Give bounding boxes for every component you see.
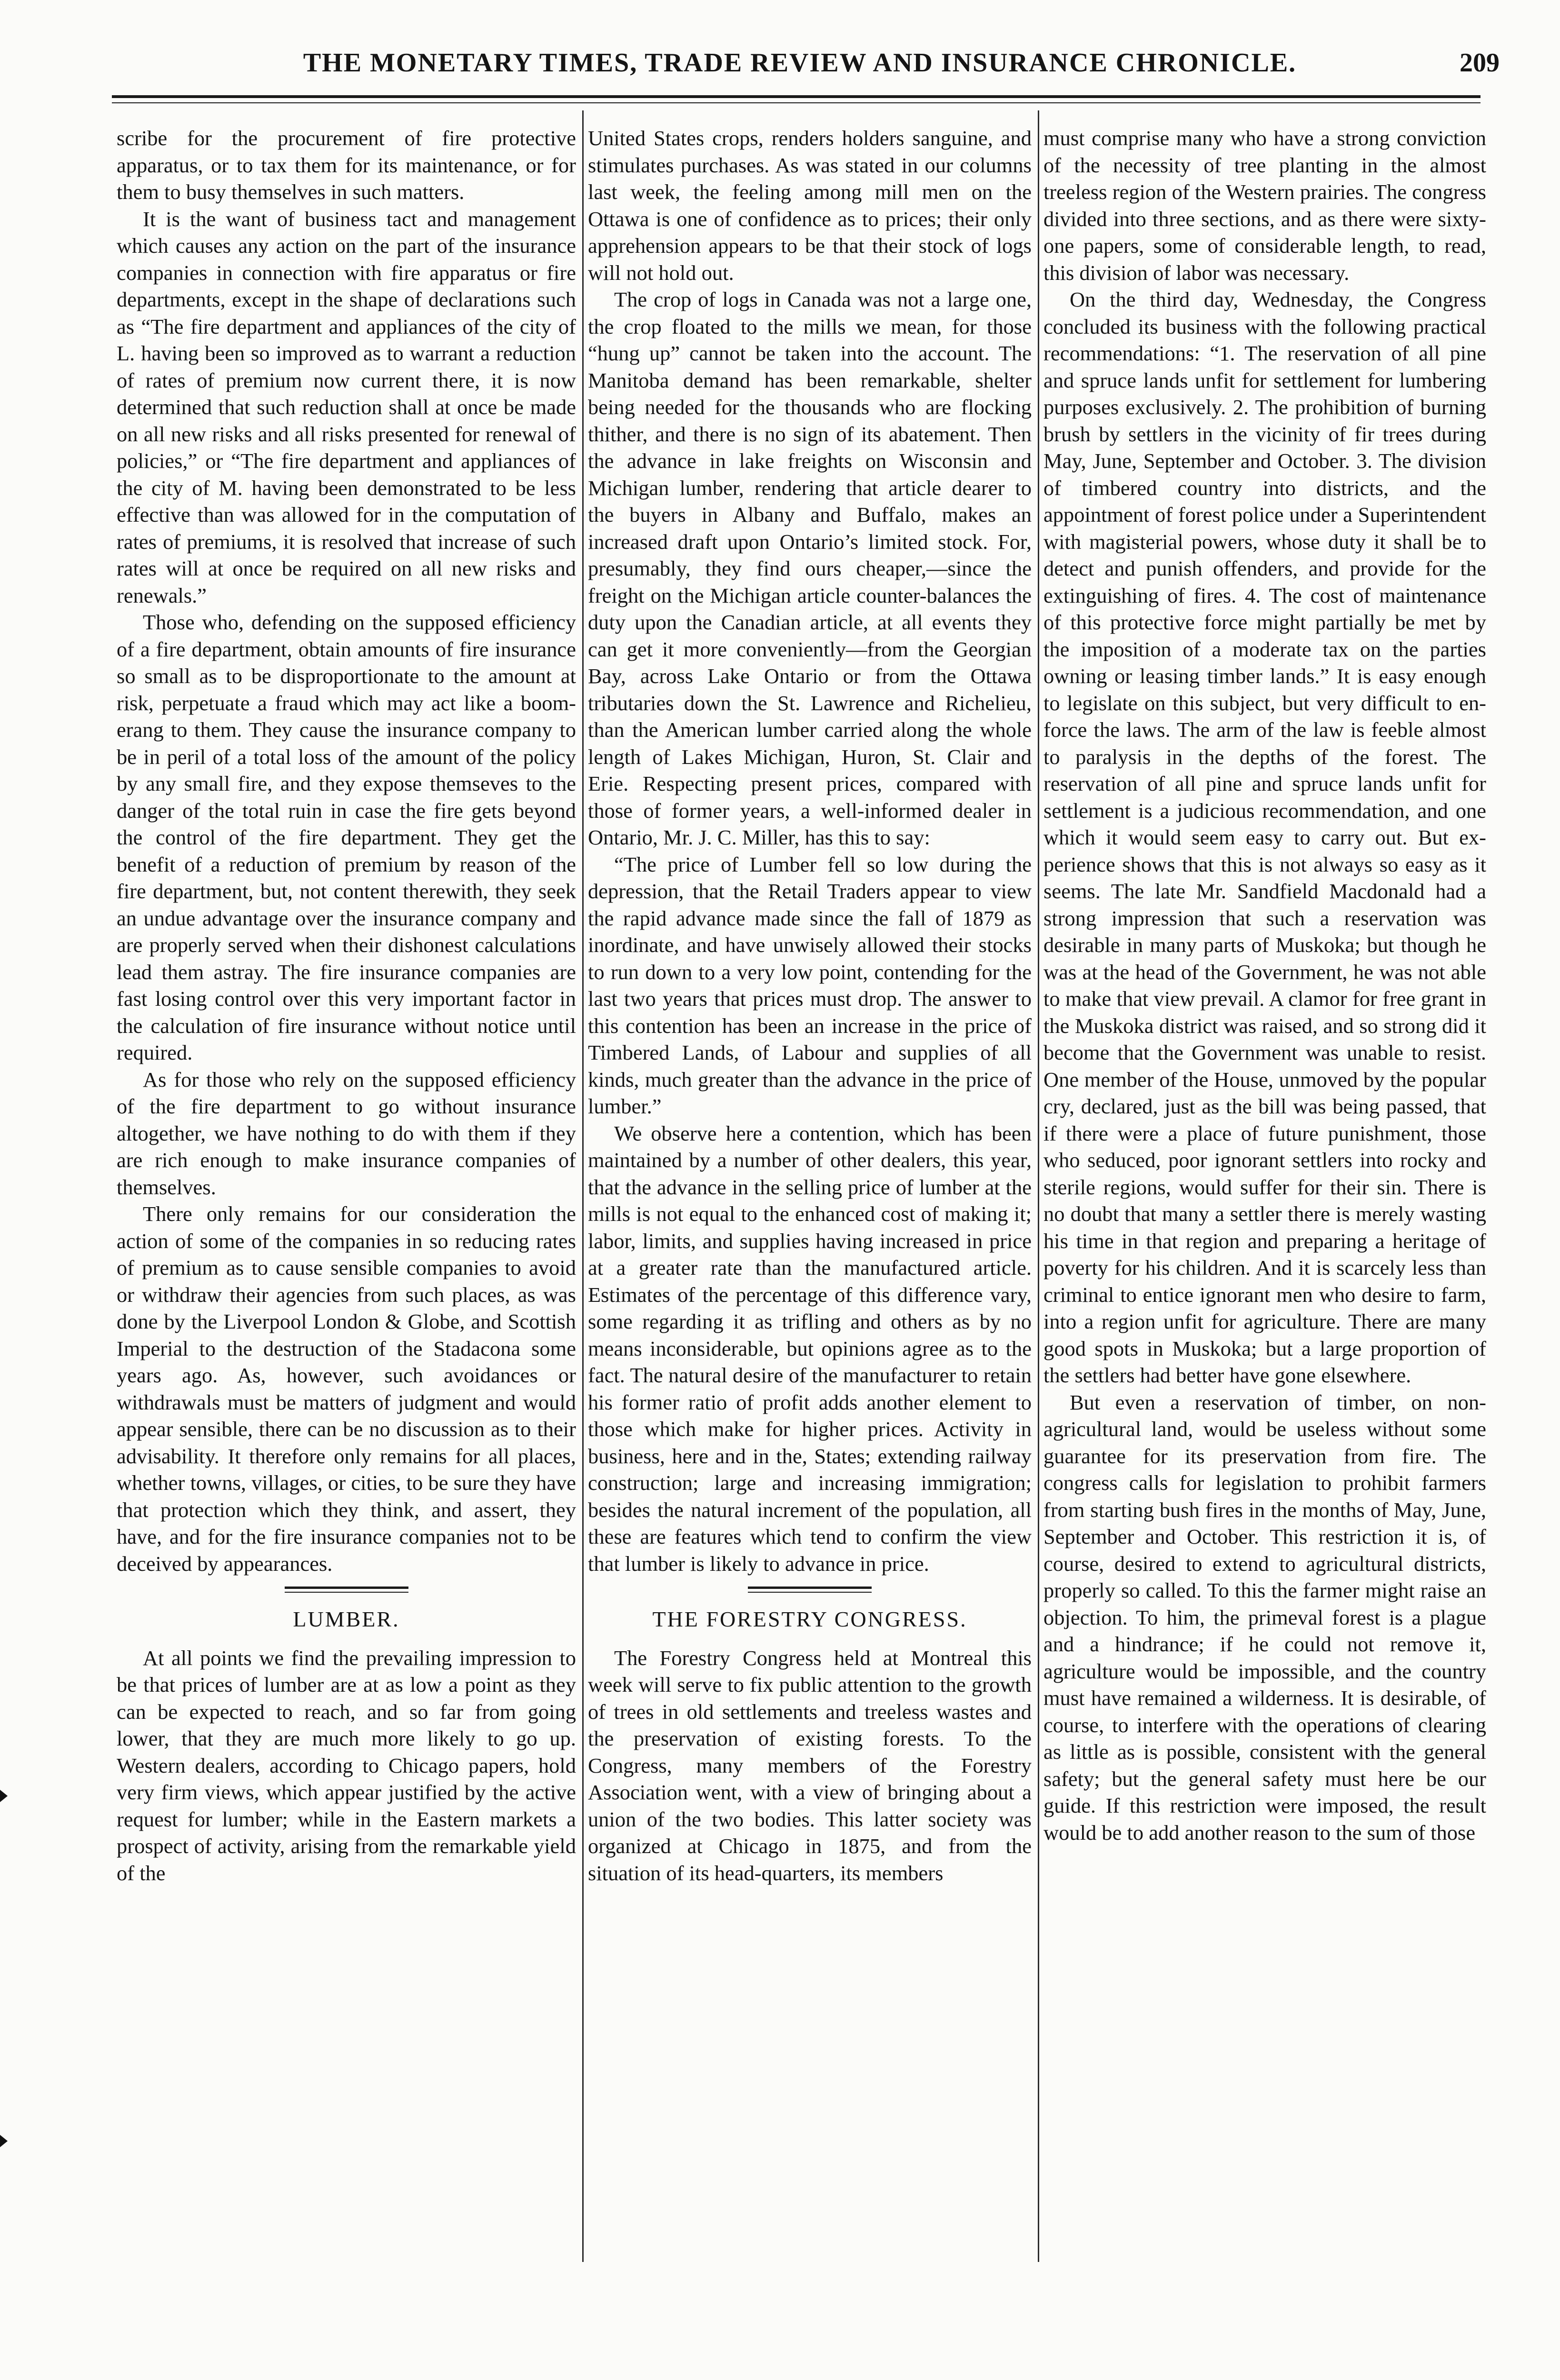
column-3 [1043, 125, 1486, 2262]
section-rule [748, 1592, 872, 1593]
page-number: 209 [1460, 48, 1500, 78]
paragraph: It is the want of business tact and management which causes any action on the part of the insurance companies in connection with fire apparatus or fire departments, except in the shape of declarations such as “The fire department and appliances of the city of L. having been so improved as to warrant a reduction of rates of premium now current there, it is now determined that such reduction shall at once be made on all new risks and all risks presented for renewal of policies,” or “The fire department and appliances of the city of M. having been demonstrated to be less effective than was allowed for in the computation of rates of premiums, it is resolved that increase of such rates will at once be required on all new risks and renewals.” [117, 207, 576, 607]
running-head [0, 48, 1560, 86]
section-heading-forestry-congress: THE FORESTRY CONGRESS. [652, 1607, 967, 1631]
section-rule [285, 1587, 408, 1589]
margin-arrow-mark [0, 2135, 8, 2147]
paragraph: Those who, defending on the supposed efficiency of a fire department, obtain amounts of fire insurance so small as to be disproportionate to the amount at risk, perpetuate a fraud which may act like a boomerang to them. They cause the insurance company to be in peril of a total loss of the amount of the policy by any small fire, and they expose themseves to the danger of the total ruin in case the fire gets beyond the control of the fire department. They get the benefit of a reduction of premium by reason of the fire department, but, not content therewith, they seek an undue advantage over the insurance company and are properly served when their dishonest calculations lead them astray. The fire insurance companies are fast losing control over this very important factor in the calculation of fire insurance without notice until required. [117, 610, 576, 1064]
paragraph: But even a reservation of timber, on non-agricultural land, would be useless without some guarantee for its preservation from fire. The congress calls for legislation to prohibit farmers from starting bush fires in the months of May, June, September and October. This restriction it is, of course, desired to extend to agricultural districts, properly so called. To this the farmer might raise an objection. To him, the primeval forest is a plague and a hindrance; if he could not remove it, agriculture would be impossible, and the country must have remained a wilderness. It is desirable, of course, to interfere with the operations of clearing as little as is possible, consistent with the general safety; but the general safety must here be our guide. If this restriction were imposed, the result would be to add another reason to the sum of those [1043, 1390, 1486, 1844]
paragraph: The crop of logs in Canada was not a large one, the crop floated to the mills we mean, for those “hung up” cannot be taken into the account. The Manitoba demand has been remarkable, shelter being needed for the thousands who are flocking thither, and there is no sign of its abatement. Then the advance in lake freights on Wisconsin and Michigan lumber, rendering that article dearer to the buyers in Albany and Buffalo, makes an increased draft upon Ontario’s limited stock. For, presumably, they find ours cheaper,—since the freight on the Michigan article counter-balances the duty upon the Canadian article, at all events they can get it more conveniently—from the Georgian Bay, across Lake Ontario or from the Ottawa tributaries down the St. Lawrence and Richelieu, than the American lumber carried along the whole length of Lakes Michigan, Huron, St. Clair and Erie. Respecting present prices, compared with those of former years, a well-informed dealer in Ontario, Mr. J. C. Miller, has this to say: [588, 288, 1032, 849]
column-divider-1 [582, 110, 584, 2262]
header-rule-thin [112, 102, 1481, 103]
paragraph: must comprise many who have a strong conviction of the necessity of tree planting in the almost treeless region of the Western prairies. The congress divided into three sections, and as there were sixty-one papers, some of considerable length, to read, this division of labor was necessary. [1043, 126, 1486, 285]
section-rule [285, 1592, 408, 1593]
paragraph: There only remains for our consideration the action of some of the companies in so reducing rates of premium as to cause sensible companies to avoid or withdraw their agencies from such places, as was done by the Liverpool London & Globe, and Scottish Imperial to the destruction of the Stadacona some years ago. As, however, such avoidances or withdrawals must be matters of judgment and would appear sensible, there can be no discussion as to their advisability. It therefore only remains for all places, whether towns, villages, or cities, to be sure they have that protection which they think, and assert, they have, and for the fire insurance companies not to be deceived by appearances. [117, 1202, 576, 1576]
column-divider-2 [1038, 110, 1039, 2262]
paragraph: At all points we find the prevailing impression to be that prices of lumber are at as low a point as they can be expected to reach, and so far from going lower, that they are much more likely to go up. Western dealers, according to Chicago papers, hold very firm views, which appear justified by the active request for lumber; while in the Eastern markets a prospect of activity, arising from the remarkable yield of the [117, 1646, 576, 1885]
margin-arrow-mark [0, 1790, 8, 1802]
paragraph: United States crops, renders holders sanguine, and stimulates purchases. As was stated in our columns last week, the feeling among mill men on the Ottawa is one of confidence as to prices; their only apprehension appears to be that their stock of logs will not hold out. [588, 126, 1032, 285]
section-rule [748, 1587, 872, 1589]
paragraph: We observe here a contention, which has been maintained by a number of other dealers, this year, that the advance in the selling price of lumber at the mills is not equal to the enhanced cost of making it; labor, limits, and supplies having increased in price at a greater rate than the manufactured article. Estimates of the percentage of this difference vary, some regarding it as trifling and others as by no means inconsiderable, but opinions agree as to the fact. The natural desire of the manufacturer to retain his former ratio of profit adds another element to those which make for higher prices. Activity in business, here and in the, States; extending railway construction; large and increasing immigration; besides the natural increment of the population, all these are features which tend to confirm the view that lumber is likely to advance in price. [588, 1121, 1032, 1576]
journal-title: THE MONETARY TIMES, TRADE REVIEW AND INSURANCE CHRONICLE. [303, 48, 1297, 78]
paragraph: As for those who rely on the supposed efficiency of the fire department to go without insurance altogether, we have nothing to do with them if they are rich enough to make insurance companies of themselves. [117, 1067, 576, 1199]
paragraph: On the third day, Wednesday, the Congress concluded its business with the following practical recommendations: “1. The reservation of all pine and spruce lands unfit for settlement for lumbering purposes exclusively. 2. The prohibition of burning brush by settlers in the vicinity of fir trees during May, June, September and October. 3. The division of timbered country into districts, and the appointment of forest police under a Superintendent with magisterial powers, whose duty it shall be to detect and punish offenders, and provide for the extinguishing of fires. 4. The cost of maintenance of this protective force might partially be met by the imposition of a moderate tax on the parties owning or leasing timber lands.” It is easy enough to legislate on this subject, but very difficult to enforce the laws. The arm of the law is feeble almost to paralysis in the depths of the forest. The reservation of all pine and spruce lands unfit for settlement is a judicious recommendation, and one which it would seem easy to carry out. But experience shows that this is not always so easy as it seems. The late Mr. Sandfield Macdonald had a strong impression that such a reservation was desirable in many parts of Muskoka; but though he was at the head of the Government, he was not able to make that view prevail. A clamor for free grant in the Muskoka district was raised, and so strong did it become that the Government was unable to resist. One member of the House, unmoved by the popular cry, declared, just as the bill was being passed, that if there were a place of future punishment, those who seduced, poor ignorant settlers into rocky and sterile regions, would suffer for their sin. There is no doubt that many a settler there is merely wasting his time in that region and preparing a heritage of poverty for his children. And it is scarcely less than criminal to entice ignorant men who desire to farm, into a region unfit for agriculture. There are many good spots in Muskoka; but a large proportion of the settlers had better have gone elsewhere. [1043, 288, 1486, 1387]
header-rule-thick [112, 95, 1481, 98]
paragraph: scribe for the procurement of fire protective apparatus, or to tax them for its maintenance, or for them to busy themselves in such matters. [117, 126, 576, 204]
column-2 [588, 125, 1032, 2262]
paragraph: The Forestry Congress held at Montreal this week will serve to fix public attention to the growth of trees in old settlements and treeless wastes and the preservation of existing forests. To the Congress, many members of the Forestry Association went, with a view of bringing about a union of the two bodies. This latter society was organized at Chicago in 1875, and from the situation of its head-quarters, its members [588, 1646, 1032, 1885]
section-heading-lumber: LUMBER. [293, 1607, 400, 1631]
block-quote: “The price of Lumber fell so low during the depression, that the Retail Traders appear to view the rapid advance made since the fall of 1879 as inordinate, and have unwisely allowed their stocks to run down to a very low point, contending for the last two years that prices must drop. The answer to this contention has been an increase in the price of Timbered Lands, of Labour and supplies of all kinds, much greater than the advance in the price of lumber.” [588, 852, 1032, 1118]
column-1 [117, 125, 576, 2262]
